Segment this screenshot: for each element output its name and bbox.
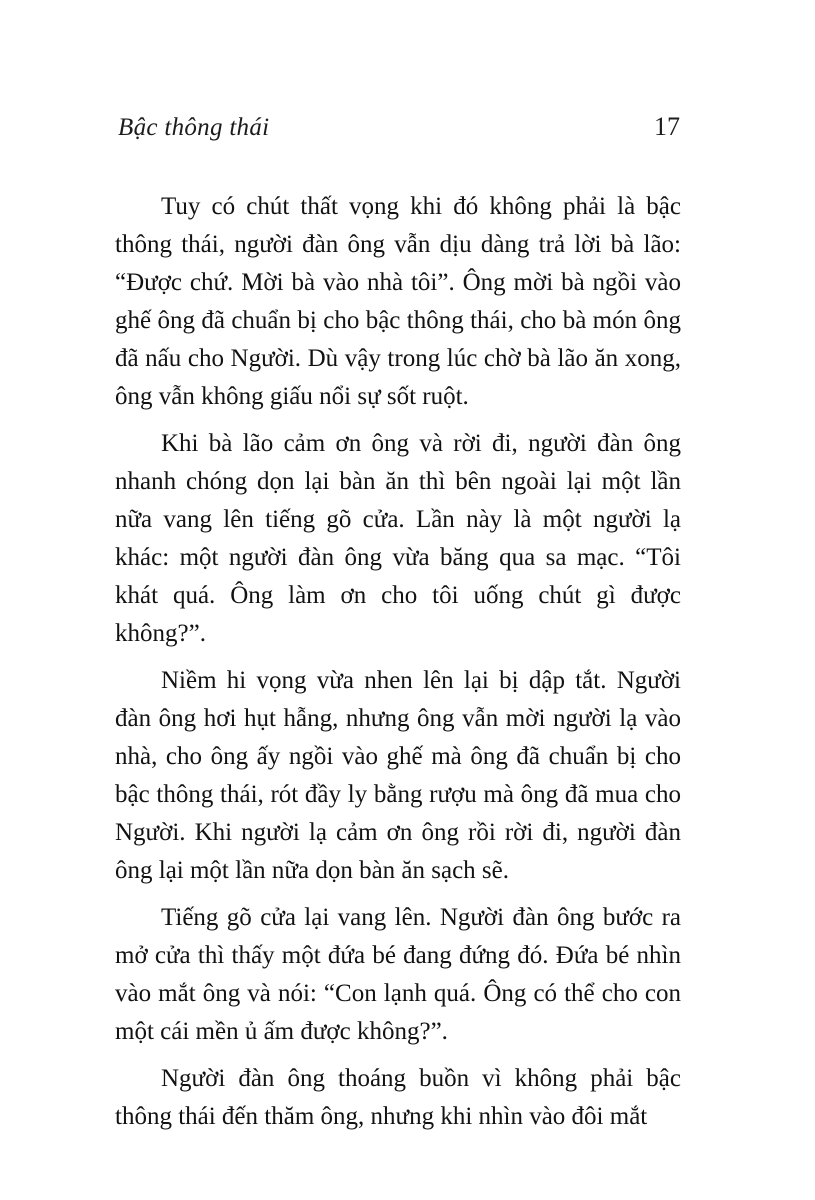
page-number: 17: [654, 112, 680, 141]
paragraph-1: Tuy có chút thất vọng khi đó không phải là bậc thông thái, người đàn ông vẫn dịu dàng trả lời bà lão: “Được chứ. Mời bà vào nhà tôi”. Ông mời bà ngồi vào ghế ông đã chuẩn bị cho bậc thông thái, cho bà món ông đã nấu cho Người. Dù vậy trong lúc chờ bà lão ăn xong, ông vẫn không giấu nổi sự sốt ruột.: [115, 193, 681, 410]
running-header-title: Bậc thông thái: [118, 114, 270, 141]
paragraph-5: Người đàn ông thoáng buồn vì không phải bậc thông thái đến thăm ông, nhưng khi nhìn vào đôi mắt: [115, 1065, 681, 1130]
paragraph-3: Niềm hi vọng vừa nhen lên lại bị dập tắt. Người đàn ông hơi hụt hẫng, nhưng ông vẫn mời người lạ vào nhà, cho ông ấy ngồi vào ghế mà ông đã chuẩn bị cho bậc thông thái, rót đầy ly bằng rượu mà ông đã mua cho Người. Khi người lạ cảm ơn ông rồi rời đi, người đàn ông lại một lần nữa dọn bàn ăn sạch sẽ.: [115, 667, 681, 884]
body-text: [115, 188, 681, 1145]
running-header: [118, 112, 680, 142]
paragraph-4: Tiếng gõ cửa lại vang lên. Người đàn ông bước ra mở cửa thì thấy một đứa bé đang đứng đó. Đứa bé nhìn vào mắt ông và nói: “Con lạnh quá. Ông có thể cho con một cái mền ủ ấm được không?”.: [115, 904, 681, 1045]
paragraph-2: Khi bà lão cảm ơn ông và rời đi, người đàn ông nhanh chóng dọn lại bàn ăn thì bên ngoài lại một lần nữa vang lên tiếng gõ cửa. Lần này là một người lạ khác: một người đàn ông vừa băng qua sa mạc. “Tôi khát quá. Ông làm ơn cho tôi uống chút gì được không?”.: [115, 430, 681, 647]
